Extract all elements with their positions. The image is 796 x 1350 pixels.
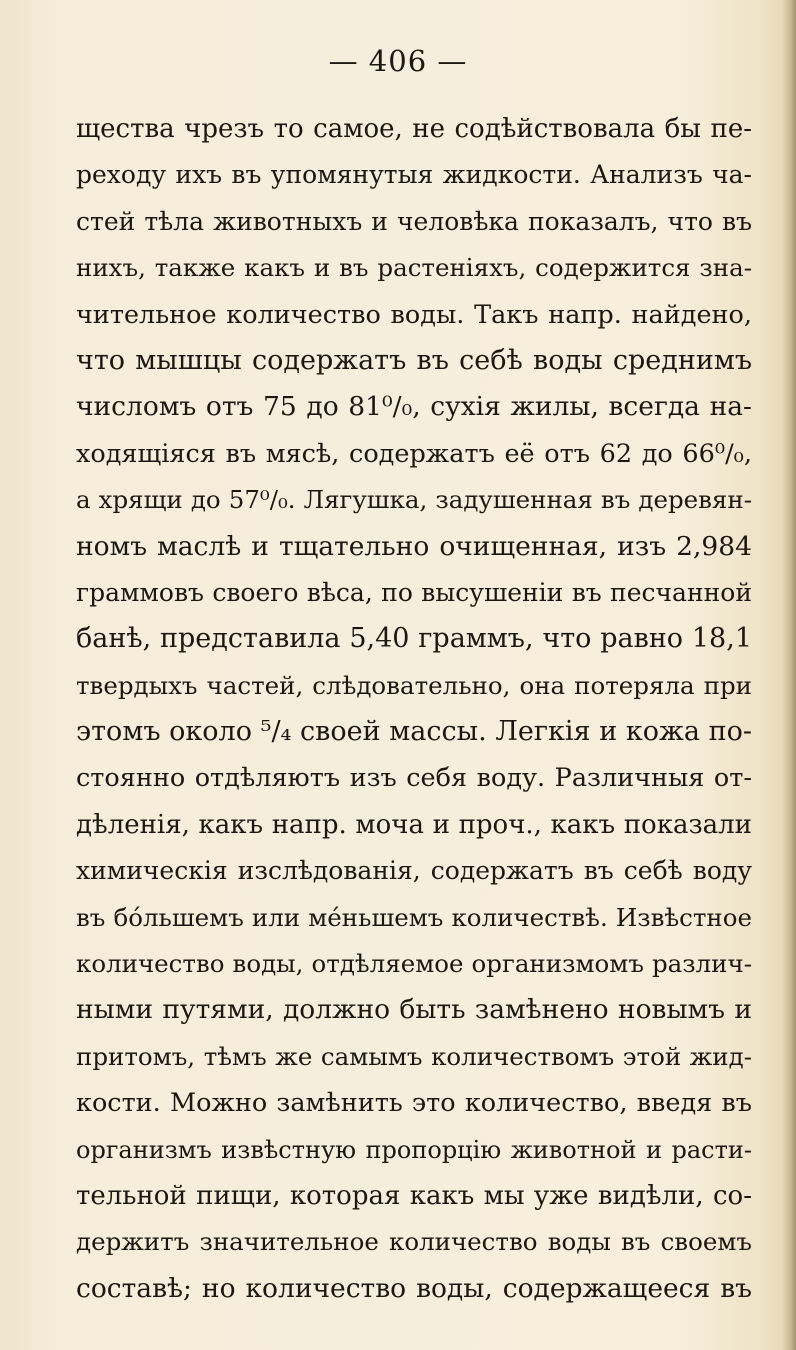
text-line: номъ маслѣ и тщательно очищенная, изъ 2,984	[76, 530, 752, 562]
text-line: чительное количество воды. Такъ напр. найдено,	[76, 299, 752, 330]
text-line: химическія изслѣдованія, содержатъ въ себѣ воду	[76, 856, 752, 886]
text-line: что мышцы содержатъ въ себѣ воды среднимъ	[76, 344, 752, 376]
text-line: дѣленія, какъ напр. моча и проч., какъ показали	[76, 809, 752, 840]
text-line: составѣ; но количество воды, содержащееся въ	[76, 1272, 752, 1304]
body-text	[76, 106, 752, 1312]
page-edge-shadow	[782, 0, 796, 1350]
text-line: организмъ извѣстную пропорцію животной и расти-	[76, 1135, 752, 1164]
page-number: — 406 —	[328, 44, 468, 78]
text-line: реходу ихъ въ упомянутыя жидкости. Анализъ ча-	[76, 160, 752, 190]
text-line: стоянно отдѣляютъ изъ себя воду. Различныя от-	[76, 763, 752, 794]
text-line: количество воды, отдѣляемое организмомъ различ-	[76, 949, 752, 979]
text-line: граммовъ своего вѣса, по высушеніи въ песчанной	[76, 577, 752, 607]
text-line: ходящіяся въ мясѣ, содержатъ её отъ 62 до 66⁰/₀,	[76, 438, 752, 469]
text-line: тельной пищи, которая какъ мы уже видѣли, со-	[76, 1180, 752, 1211]
text-line: а хрящи до 57⁰/₀. Лягушка, задушенная въ деревян-	[76, 485, 752, 515]
text-line: числомъ отъ 75 до 81⁰/₀, сухія жилы, всегда на-	[76, 391, 752, 423]
text-line: ными путями, должно быть замѣнено новымъ и	[76, 994, 752, 1026]
text-line: щества чрезъ то самое, не содѣйствовала бы пе-	[76, 114, 752, 144]
text-line: стей тѣла животныхъ и человѣка показалъ, что въ	[76, 206, 752, 236]
text-line: кости. Можно замѣнить это количество, введя въ	[76, 1088, 752, 1119]
text-line: твердыхъ частей, слѣдовательно, она потеряла при	[76, 670, 752, 700]
text-line: держитъ значительное количество воды въ своемъ	[76, 1227, 752, 1257]
text-line: нихъ, также какъ и въ растеніяхъ, содержится зна-	[76, 253, 752, 283]
text-line: въ бо́льшемъ или ме́ньшемъ количествѣ. Извѣстное	[76, 902, 752, 932]
text-line: банѣ, представила 5,40 граммъ, что равно 18,1	[76, 623, 752, 655]
text-line: этомъ около ⁵/₄ своей массы. Легкія и кожа по-	[76, 716, 752, 748]
text-line: притомъ, тѣмъ же самымъ количествомъ этой жид-	[76, 1041, 752, 1071]
